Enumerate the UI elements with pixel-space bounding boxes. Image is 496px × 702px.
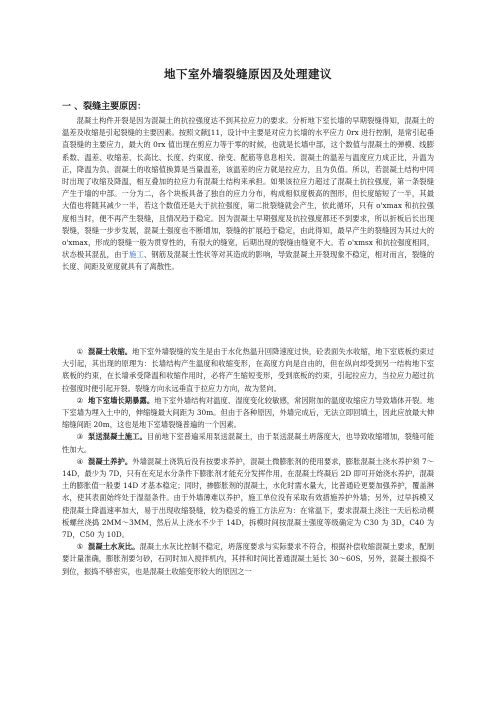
list-item [62, 541, 434, 578]
paragraph-text: 混凝土构件开裂是因为混凝土的抗拉强度达不到其拉应力的要求。分析地下室长墙的早期裂缝得知，混凝土的温差及收缩是引起裂缝的主要因素。按照文献[11，设计中主要是对应力长墙的水平应力 0rx 进行控制，是常引起垂直裂缝的主要应力，最大的 0rx 值出现在剪应力等于零的时候，也就是长墙中部，这个数值与混凝土的弹模、线膨系数、温差、收缩差、长高比、长度、约束度、徐变、配筋等息息相关。混凝土的温差与温度应力成正比，升温为正，降温为负。混凝土的收缩值换算是当量温差，该温差的应力就是拉应力，且为负值。所以，若混凝土结构中同时出现了收缩及降温，相互叠加的拉应力有混凝土结构来承担。如果该拉应力超过了混凝土抗拉强度，第一条裂缝产生于墙的中部。一分为二，各个块板具备了独自的应力分布，构成相似度极高的图形，但长度缩短了一半，其最大值也将随其减少一半，若这个数值还是大于抗拉强度，第二批裂缝就会产生，依此循环，只有 o'xmax 和抗拉强度相当时，便不再产生裂缝，且情况趋于稳定。因为混凝土早期强度及抗拉强度都还不到要求，所以折板后长出现裂缝，裂缝一步步发展，混凝土强度也不断增加，裂缝的扩展趋于稳定，由此得知，最早产生的裂缝因为其过大的 o'xmax，形成的裂缝一般为贯穿性的，有很大的缝宽，后期出现的裂缝由缝宽不大。若 o'xmsx 和抗拉强度相同，状态极其混乱，由于 [62, 116, 434, 260]
list-item [62, 431, 434, 455]
document-title: 地下室外墙裂缝原因及处理建议 [164, 67, 332, 81]
list-item [62, 456, 434, 541]
section-heading: 一 、裂缝主要原因： [62, 102, 147, 112]
item-text: 地下室外墙裂缝的发生是由于水化热温升回降速度过快，砼表面失水收缩，地下室底板约束过大引起，其出现的原理为：长墙结构产生温度和收缩变形，在高度方向是自由的，但在纵向却受到另一结构地下室底板的约束，在长墙承受降温和收缩作用时，必将产生缩短变形，受到底板的约束，引起拉应力，当拉应力超过抗拉强度时便引起开裂。裂缝方向永远垂直于拉应力方向，故为竖向。 [62, 347, 435, 393]
hyperlink-construction[interactable]: 施工 [129, 250, 144, 260]
item-number: ④ [76, 456, 84, 466]
item-heading: 混凝土水灰比。 [87, 542, 140, 552]
item-heading: 泵送混凝土施工。 [87, 432, 147, 442]
paragraph [62, 115, 434, 274]
item-list [62, 346, 434, 578]
item-heading: 混凝土收缩。 [87, 347, 133, 356]
item-text: 目前地下室普遍采用泵送混凝土，由于泵送混凝土坍落度大，也导致收缩增加，裂缝可能性加大。 [62, 432, 435, 454]
item-heading: 混凝土养护。 [88, 456, 133, 466]
item-number: ⑤ [76, 542, 84, 552]
paragraph-text: 、钢筋及混凝土性状等对其造成的影响，导致混凝土开裂现象不稳定，相对而言，裂缝的长度、间距及宽度就具有了离散性。 [62, 250, 435, 272]
body-text [62, 115, 434, 274]
item-number: ① [76, 347, 84, 356]
item-number: ② [76, 395, 84, 405]
list-item [62, 395, 434, 432]
item-text: 外墙混凝土浇筑后没有按要求养护，混凝土微膨胀剂的使用要求，膨胀混凝土浇水养护须 7～14D，最少为 7D，只有在充足水分条件下膨胀剂才能充分发挥作用，在混凝土终凝后 2D 即可开始浇水养护，混凝土的膨胀值一般要 14D 才基本稳定；同时，掺膨胀剂的混凝土，水化时需水量大，比普通砼更要加强养护，覆盖淋水，使其表面始终处于湿湿条件。由于外墙薄难以养护，施工单位没有采取有效措施养护外墙；另外，过早拆模又使混凝土降温速率加大，易于出现收缩裂缝，较为稳妥的施工方法应为：在常温下，要求混凝土浇注一天后松动模板螺丝浇捣 2MM～3MM，然后从上浇水不少于 14D，拆模时间按混凝土强度等级确定为 C30 为 3D，C40 为 7D，C50 为 10D。 [62, 456, 435, 540]
item-text: 地下室外墙结构对温度、湿度变化较敏感，常因附加的温度收缩应力导致墙体开裂。地下室墙为埋入土中的，伸缩缝最大间距为 30m。但由于各种原因，外墙完成后，无法立即回填土，因此应放最大伸缩缝间距 20m，这也是地下室墙裂缝普遍的一个因素。 [62, 395, 435, 430]
item-text: 混凝土水灰比控制不稳定，坍落度要求与实际要求不符合，根据补偿收缩混凝土要求，配制要计量准确，膨胀剂要匀砂，石同时加入搅拌机内，其拌和时间比普通混凝土延长 30～60S，另外，混凝土振捣不到位，振捣不够密实，也是混凝土收缩变形较大的原因之一 [62, 542, 435, 576]
item-heading: 地下室墙长期暴露。 [87, 395, 155, 405]
list-item [62, 346, 434, 395]
item-number: ③ [76, 432, 84, 442]
